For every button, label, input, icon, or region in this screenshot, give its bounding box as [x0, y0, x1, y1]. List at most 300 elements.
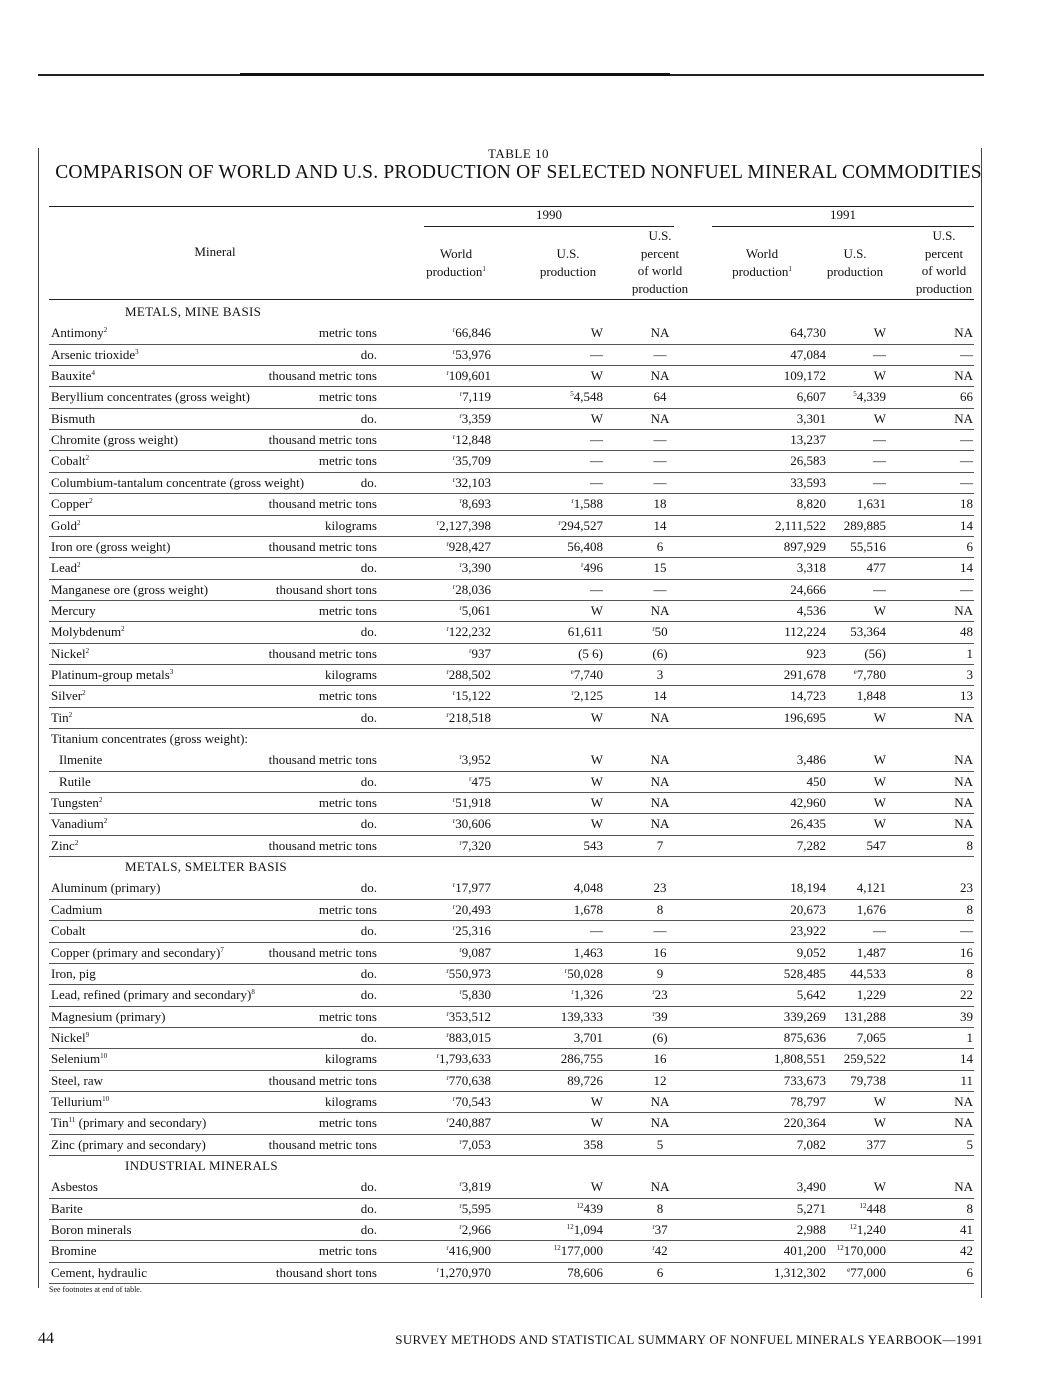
us-header-line2: production — [826, 263, 884, 279]
cell-w1 — [437, 518, 491, 534]
cell-value: 770,638 — [448, 1072, 491, 1088]
cell-w1 — [446, 966, 491, 982]
cell-value: 112,224 — [784, 624, 826, 640]
cell-pct2 — [967, 1265, 974, 1281]
cell-value: W — [873, 1179, 886, 1195]
cell-value: 1,808,551 — [774, 1051, 826, 1067]
cell-w2 — [790, 475, 826, 491]
cell-w2 — [784, 710, 826, 726]
cell-value: 8 — [966, 1200, 973, 1216]
pct-header-line4: production — [915, 280, 973, 296]
footnote-mark: 1 — [788, 264, 792, 273]
cell-value: 53,976 — [455, 346, 491, 362]
header-bottom-rule — [49, 299, 974, 300]
cell-value: 5 — [966, 1136, 973, 1152]
cell-us1 — [591, 816, 603, 832]
cell-w1 — [453, 816, 491, 832]
cell-value: 8,820 — [796, 496, 826, 512]
cell-value: — — [873, 581, 886, 597]
table-row — [49, 600, 974, 622]
cell-pct1 — [605, 1201, 715, 1217]
unit: thousand metric tons — [268, 837, 377, 853]
table-row — [49, 707, 974, 729]
cell-value: W — [873, 773, 886, 789]
cell-us1 — [584, 1137, 604, 1153]
cell-us2 — [837, 1243, 886, 1259]
cell-value: 1 — [966, 645, 973, 661]
footnote-ref: 2 — [85, 646, 90, 655]
cell-value: 291,678 — [783, 666, 826, 682]
cell-us1 — [591, 795, 603, 811]
value-flag: 12 — [849, 1223, 857, 1232]
cell-pct2 — [967, 646, 974, 662]
section-title: METALS, MINE BASIS — [125, 304, 262, 319]
cell-value: 78,606 — [567, 1264, 603, 1280]
cell-value: — — [873, 432, 886, 448]
mineral-name — [51, 987, 255, 1003]
mineral-name-text: Vanadium — [51, 816, 104, 832]
cell-pct1 — [605, 624, 715, 640]
cell-pct2 — [954, 1179, 973, 1195]
cell-value: 1,487 — [856, 944, 886, 960]
table-row — [49, 685, 974, 707]
cell-pct1 — [605, 1179, 715, 1195]
cell-pct2 — [960, 582, 973, 598]
year-1991: 1991 — [830, 207, 856, 222]
cell-value: 1,229 — [856, 987, 886, 1003]
cell-w2 — [797, 1222, 826, 1238]
cell-us1 — [570, 389, 603, 405]
cell-value: — — [960, 432, 973, 448]
cell-us2 — [874, 1179, 886, 1195]
cell-value: 39 — [654, 1008, 668, 1024]
cell-pct1 — [605, 603, 715, 619]
cell-w1 — [437, 1051, 491, 1067]
table-row — [49, 1006, 974, 1028]
cell-value: 14 — [960, 1051, 973, 1067]
cell-value: 1 — [966, 1029, 973, 1045]
cell-value: (6) — [652, 645, 668, 661]
cell-us1 — [591, 603, 603, 619]
mineral-name — [51, 539, 171, 555]
cell-pct2 — [967, 902, 974, 918]
footnote-ref: 10 — [102, 1094, 110, 1103]
footnote-ref: 2 — [103, 326, 108, 335]
mineral-name-text: Nickel — [51, 645, 86, 661]
pct-header-line4: production — [631, 280, 689, 296]
cell-pct1 — [605, 1265, 715, 1281]
mineral-name-text: Zinc (primary and secondary) — [51, 1136, 206, 1152]
cell-value: 8 — [656, 1200, 664, 1216]
cell-us2 — [874, 1115, 886, 1131]
us-header-line1: U.S. — [556, 246, 580, 261]
mineral-name — [59, 774, 91, 790]
cell-w2 — [797, 838, 826, 854]
mineral-name-text: Copper — [51, 496, 90, 512]
cell-pct1 — [605, 923, 715, 939]
cell-w2 — [797, 1137, 826, 1153]
cell-value: 2,988 — [796, 1222, 826, 1238]
unit: metric tons — [318, 901, 377, 917]
cell-value: 131,288 — [843, 1008, 886, 1024]
cell-value: — — [873, 453, 886, 469]
cell-pct2 — [960, 389, 973, 405]
table-row — [49, 344, 974, 366]
mineral-name — [51, 1243, 97, 1259]
cell-us2 — [854, 667, 886, 683]
cell-value: 35,709 — [455, 453, 491, 469]
cell-w2 — [784, 1073, 826, 1089]
section-header — [49, 856, 974, 877]
table-row — [49, 1091, 974, 1113]
mineral-name — [51, 518, 81, 534]
world-production-1991-header — [712, 245, 812, 280]
cell-us2 — [857, 902, 886, 918]
mineral-name — [51, 838, 78, 854]
cell-value: — — [590, 581, 603, 597]
cell-value: 7,053 — [461, 1136, 491, 1152]
unit: do. — [360, 923, 377, 939]
value-flag: r — [652, 1223, 655, 1232]
value-flag: 12 — [576, 1201, 584, 1210]
unit: thousand metric tons — [268, 1072, 377, 1088]
table-row — [49, 1027, 974, 1049]
section-title: METALS, SMELTER BASIS — [125, 859, 287, 875]
unit: do. — [360, 816, 377, 832]
cell-us2 — [847, 1265, 886, 1281]
cell-us2 — [864, 646, 886, 662]
cell-value: W — [873, 795, 886, 811]
cell-pct2 — [967, 539, 974, 555]
cell-value: 7,119 — [462, 389, 491, 405]
table-row — [49, 557, 974, 579]
cell-value: W — [873, 709, 886, 725]
mineral-name-text: Manganese ore (gross weight) — [51, 581, 209, 597]
cell-w1 — [459, 752, 491, 768]
value-flag: r — [452, 689, 456, 698]
cell-value: 1,463 — [573, 944, 603, 960]
cell-value: 259,522 — [843, 1051, 886, 1067]
mineral-name — [51, 411, 95, 427]
cell-value: 23 — [653, 880, 667, 896]
cell-value: NA — [650, 325, 670, 341]
value-flag: r — [452, 347, 456, 356]
mineral-name-text: Cobalt — [51, 923, 86, 939]
cell-value: 20,673 — [790, 901, 826, 917]
cell-pct2 — [960, 1009, 973, 1025]
cell-value: NA — [650, 773, 670, 789]
table-row — [49, 920, 974, 942]
table-row — [49, 1198, 974, 1220]
cell-w2 — [790, 582, 826, 598]
mineral-name — [51, 1201, 83, 1217]
unit: metric tons — [318, 325, 377, 341]
table-row — [49, 984, 974, 1006]
mineral-name — [51, 902, 102, 918]
cell-pct1 — [605, 518, 715, 534]
cell-value: 416,900 — [448, 1243, 491, 1259]
value-flag: r — [446, 1116, 449, 1125]
cell-us2 — [873, 347, 886, 363]
cell-us1 — [590, 453, 603, 469]
cell-pct1 — [605, 1073, 715, 1089]
mineral-name — [51, 688, 86, 704]
cell-pct2 — [960, 518, 973, 534]
cell-value: 2,111,522 — [774, 517, 826, 533]
mineral-name-text: Bromine — [51, 1243, 97, 1259]
cell-w1 — [459, 838, 491, 854]
value-flag: r — [446, 369, 449, 378]
unit: thousand short tons — [275, 581, 377, 597]
cell-value: 7,320 — [461, 837, 491, 853]
unit: do. — [360, 1029, 377, 1045]
cell-value: 1,312,302 — [774, 1264, 826, 1280]
cell-value: W — [590, 709, 603, 725]
mineral-name — [51, 1094, 109, 1110]
unit: thousand metric tons — [268, 752, 377, 768]
cell-us1 — [581, 560, 603, 576]
cell-pct1 — [605, 453, 715, 469]
cell-value: 39 — [960, 1008, 973, 1024]
cell-value: 4,121 — [856, 880, 886, 896]
cell-value: 733,673 — [783, 1072, 826, 1088]
mineral-name-text: Antimony — [51, 325, 104, 341]
value-flag: r — [459, 988, 462, 997]
cell-value: 5,642 — [796, 987, 826, 1003]
cell-w1 — [446, 1009, 491, 1025]
cell-w2 — [797, 1179, 826, 1195]
value-flag: r — [459, 1223, 462, 1232]
cell-w1 — [459, 411, 491, 427]
cell-us2 — [844, 1051, 886, 1067]
cell-value: 4,048 — [573, 880, 603, 896]
cell-value: 26,583 — [790, 453, 826, 469]
cell-pct2 — [954, 774, 973, 790]
cell-value: NA — [954, 709, 973, 725]
unit: thousand metric tons — [268, 432, 377, 448]
cell-pct1 — [605, 795, 715, 811]
cell-us1 — [571, 667, 603, 683]
cell-value: W — [590, 325, 603, 341]
cell-pct1 — [605, 496, 715, 512]
cell-w1 — [446, 539, 491, 555]
cell-value: 7 — [656, 837, 664, 853]
cell-value: 8 — [966, 837, 973, 853]
cell-pct1 — [605, 325, 715, 341]
footnote-ref: 2 — [76, 561, 81, 570]
cell-w1 — [459, 603, 491, 619]
mineral-name-text: Cadmium — [51, 901, 103, 917]
mineral-name — [51, 880, 160, 896]
cell-w1 — [446, 1243, 491, 1259]
cell-value: 70,543 — [455, 1093, 491, 1109]
cell-w2 — [797, 1201, 826, 1217]
cell-value: W — [590, 1093, 603, 1109]
cell-us2 — [844, 1009, 886, 1025]
cell-value: 30,606 — [455, 816, 491, 832]
cell-w1 — [459, 987, 491, 1003]
cell-us1 — [561, 1009, 603, 1025]
cell-us2 — [874, 368, 886, 384]
cell-value: 353,512 — [448, 1008, 491, 1024]
cell-value: 2,966 — [461, 1222, 491, 1238]
table-row — [49, 1176, 974, 1198]
mineral-name — [51, 966, 96, 982]
cell-value: 16 — [653, 1051, 667, 1067]
cell-w2 — [774, 1051, 826, 1067]
mineral-name — [51, 1137, 206, 1153]
cell-value: NA — [650, 1179, 670, 1195]
unit: do. — [360, 474, 377, 490]
section-title: INDUSTRIAL MINERALS — [125, 1158, 278, 1173]
cell-value: 16 — [960, 944, 973, 960]
cell-value: 7,780 — [856, 666, 886, 682]
cell-value: NA — [650, 1115, 670, 1131]
cell-value: 4,339 — [856, 389, 886, 405]
value-flag: r — [652, 1009, 655, 1018]
cell-value: — — [873, 346, 886, 362]
cell-value: 14 — [960, 517, 973, 533]
mineral-name — [51, 1009, 165, 1025]
cell-value: W — [873, 602, 886, 618]
cell-w2 — [797, 752, 826, 768]
cell-value: 139,333 — [560, 1008, 603, 1024]
cell-w2 — [790, 923, 826, 939]
cell-value: W — [590, 368, 603, 384]
cell-w2 — [784, 539, 826, 555]
value-flag: r — [459, 1137, 462, 1146]
footnote-ref: 2 — [77, 518, 81, 527]
cell-w2 — [784, 368, 826, 384]
mineral-name-text: Asbestos — [51, 1179, 98, 1195]
cell-value: 339,269 — [783, 1008, 826, 1024]
cell-us2 — [874, 325, 886, 341]
cell-value: NA — [954, 368, 973, 384]
cell-pct1 — [605, 987, 715, 1003]
cell-w2 — [790, 795, 826, 811]
cell-pct1 — [605, 389, 715, 405]
footnote-ref: 2 — [121, 625, 125, 634]
cell-value: NA — [650, 1093, 670, 1109]
cell-value: 7,065 — [856, 1029, 886, 1045]
table-row — [49, 450, 974, 472]
table-row — [49, 1112, 974, 1134]
cell-value: NA — [954, 1093, 973, 1109]
cell-pct1 — [605, 646, 715, 662]
table-row — [49, 1240, 974, 1262]
cell-value: — — [960, 453, 973, 469]
cell-value: NA — [954, 795, 973, 811]
footnote-ref: 7 — [220, 945, 224, 954]
unit: do. — [360, 346, 377, 362]
unit: do. — [360, 1200, 377, 1216]
cell-w2 — [784, 624, 826, 640]
mineral-name-text: Beryllium concentrates (gross weight) — [51, 389, 250, 405]
cell-w1 — [446, 710, 491, 726]
value-flag: r — [469, 774, 472, 783]
cell-pct1 — [605, 1243, 715, 1259]
mineral-name — [51, 1265, 147, 1281]
value-flag: r — [459, 1180, 462, 1189]
mineral-name-text: Silver — [51, 688, 83, 704]
cell-value: 496 — [583, 560, 603, 576]
cell-us2 — [850, 539, 886, 555]
cell-us2 — [850, 1073, 886, 1089]
cell-us1 — [567, 1265, 603, 1281]
cell-value: — — [590, 474, 603, 490]
cell-us2 — [873, 923, 886, 939]
cell-value: 1,631 — [856, 496, 886, 512]
mineral-name — [51, 560, 80, 576]
cell-value: 289,885 — [843, 517, 886, 533]
unit: metric tons — [318, 688, 377, 704]
unit: kilograms — [325, 517, 377, 533]
cell-pct1 — [605, 880, 715, 896]
cell-value: 928,427 — [448, 538, 491, 554]
cell-value: 8,693 — [461, 496, 491, 512]
unit: metric tons — [318, 1243, 377, 1259]
cell-value: 20,493 — [455, 901, 491, 917]
cell-value: 61,611 — [567, 624, 603, 640]
cell-value: — — [653, 432, 667, 448]
mineral-name-text: Lead — [51, 560, 77, 576]
cell-w1 — [446, 1115, 491, 1131]
cell-value: 14 — [653, 517, 667, 533]
cell-value: 37 — [654, 1222, 668, 1238]
cell-w1 — [469, 774, 491, 790]
cell-us2 — [857, 987, 886, 1003]
table-row — [49, 621, 974, 643]
world-header-line2: production — [426, 263, 483, 279]
cell-value: 13 — [960, 688, 973, 704]
value-flag: r — [469, 646, 472, 655]
cell-value: 294,527 — [560, 517, 603, 533]
cell-pct2 — [954, 710, 973, 726]
table-title: COMPARISON OF WORLD AND U.S. PRODUCTION OF SELECTED NONFUEL MINERAL COMMODITIES — [55, 162, 982, 183]
cell-value: NA — [650, 410, 670, 426]
cell-value: 11 — [960, 1072, 973, 1088]
cell-pct2 — [967, 1030, 974, 1046]
value-flag: r — [459, 390, 463, 399]
cell-value: 1,326 — [573, 987, 603, 1003]
cell-w1 — [453, 325, 491, 341]
mineral-name-text: Cobalt — [51, 453, 86, 469]
mineral-name — [51, 496, 93, 512]
mineral-name-text: Tellurium — [51, 1093, 103, 1109]
cell-pct2 — [967, 1201, 974, 1217]
value-flag: r — [452, 454, 456, 463]
table-row — [49, 408, 974, 430]
footnote-ref: 8 — [251, 988, 255, 997]
cell-pct2 — [954, 411, 973, 427]
mineral-name-text: Gold — [51, 517, 77, 533]
cell-value: W — [873, 410, 886, 426]
value-flag: r — [452, 1094, 456, 1103]
cell-value: 9,087 — [461, 944, 491, 960]
cell-pct2 — [960, 496, 973, 512]
cell-value: 528,485 — [783, 965, 826, 981]
value-flag: r — [436, 1265, 439, 1274]
cell-us1 — [571, 688, 603, 704]
cell-value: NA — [650, 709, 670, 725]
cell-us1 — [578, 646, 603, 662]
mineral-name — [51, 923, 86, 939]
cell-value: 109,172 — [783, 368, 826, 384]
us-percent-1990-header — [610, 227, 710, 297]
mineral-name — [51, 795, 102, 811]
cell-value: 18 — [653, 496, 667, 512]
mineral-name — [51, 624, 125, 640]
